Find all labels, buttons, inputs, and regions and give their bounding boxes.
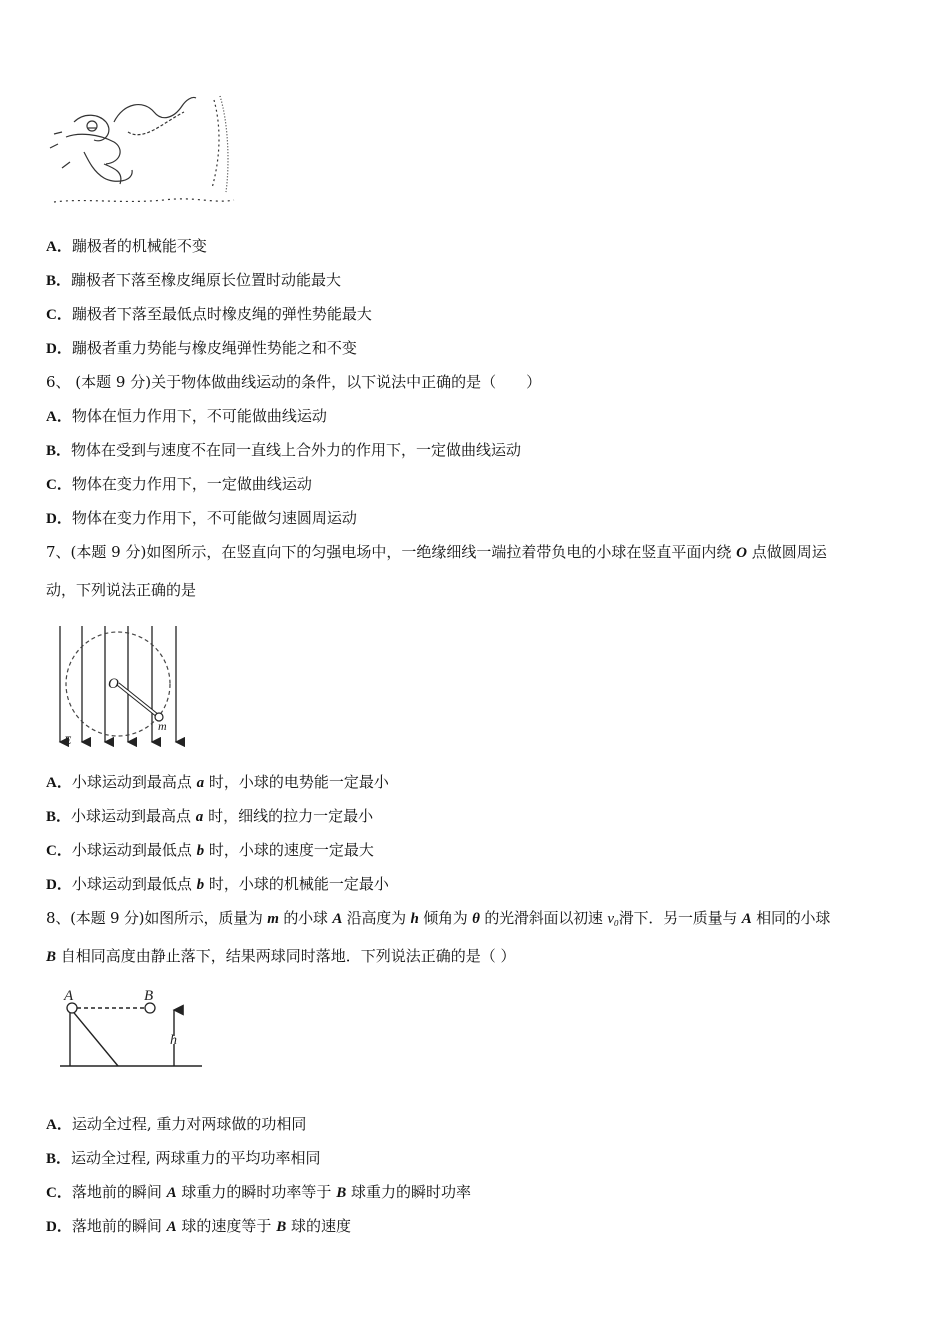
field-label-mass: m	[158, 719, 167, 733]
incline-label-b: B	[144, 988, 154, 1004]
q7-option-d: D．小球运动到最低点 b 时，小球的机械能一定最小	[46, 875, 389, 893]
field-label-center: O	[108, 676, 119, 692]
q7-option-c: C．小球运动到最低点 b 时，小球的速度一定最大	[46, 841, 374, 859]
q6-option-c: C．物体在变力作用下，一定做曲线运动	[46, 475, 312, 493]
q8-stem-line2: B 自相同高度由静止落下，结果两球同时落地．下列说法正确的是（ ）	[46, 947, 516, 965]
q6-option-b: B．物体在受到与速度不在同一直线上合外力的作用下，一定做曲线运动	[46, 441, 522, 459]
electric-field-circle-figure	[48, 620, 188, 750]
q8-option-a: A．运动全过程, 重力对两球做的功相同	[46, 1115, 307, 1133]
q8-option-d: D．落地前的瞬间 A 球的速度等于 B 球的速度	[46, 1217, 351, 1235]
incline-label-a: A	[64, 988, 74, 1004]
bungee-jumper-figure	[44, 92, 244, 210]
q6-stem: 6、 (本题 9 分)关于物体做曲线运动的条件，以下说法中正确的是（ ）	[46, 373, 542, 391]
incline-two-balls-figure	[56, 986, 206, 1072]
field-label-e: E	[64, 733, 72, 747]
q5-option-d: D．蹦极者重力势能与橡皮绳弹性势能之和不变	[46, 339, 357, 357]
incline-label-h: h	[170, 1033, 177, 1048]
q7-stem-line1: 7、(本题 9 分)如图所示，在竖直向下的匀强电场中，一绝缘细线一端拉着带负电的小球在竖直平面内绕 O 点做圆周运	[46, 543, 827, 561]
q5-option-c: C．蹦极者下落至最低点时橡皮绳的弹性势能最大	[46, 305, 372, 323]
q7-option-a: A．小球运动到最高点 a 时，小球的电势能一定最小	[46, 773, 389, 791]
q5-option-a: A．蹦极者的机械能不变	[46, 237, 207, 255]
q5-option-b: B．蹦极者下落至橡皮绳原长位置时动能最大	[46, 271, 342, 289]
q7-stem-line2: 动，下列说法正确的是	[46, 581, 197, 599]
q8-option-c: C．落地前的瞬间 A 球重力的瞬时功率等于 B 球重力的瞬时功率	[46, 1183, 471, 1201]
q6-option-a: A．物体在恒力作用下，不可能做曲线运动	[46, 407, 327, 425]
q6-option-d: D．物体在变力作用下，不可能做匀速圆周运动	[46, 509, 357, 527]
q8-stem-line1: 8、(本题 9 分)如图所示，质量为 m 的小球 A 沿高度为 h 倾角为 θ 的光滑斜面以初速 v₀滑下．另一质量与 A 相同的小球	[46, 909, 831, 927]
q7-option-b: B．小球运动到最高点 a 时，细线的拉力一定最小	[46, 807, 374, 825]
q8-option-b: B．运动全过程, 两球重力的平均功率相同	[46, 1149, 321, 1167]
